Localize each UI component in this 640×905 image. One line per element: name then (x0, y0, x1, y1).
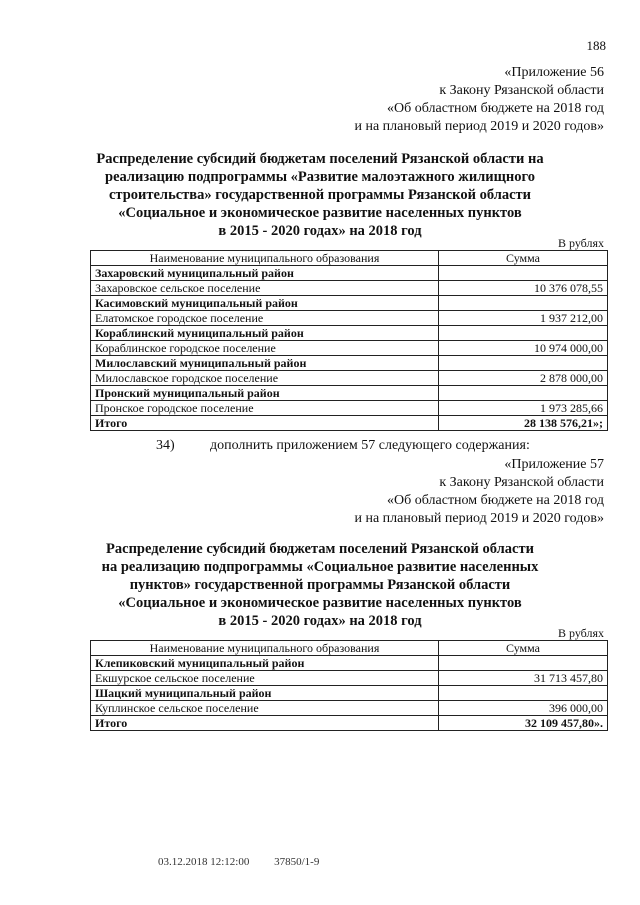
row-sum (439, 356, 608, 371)
table-row (91, 401, 608, 416)
table-row (91, 281, 608, 296)
row-sum (439, 266, 608, 281)
row-name: Куплинское сельское поселение (91, 701, 439, 716)
table-total-row (91, 416, 608, 431)
row-sum (439, 656, 608, 671)
row-name: Клепиковский муниципальный район (91, 656, 439, 671)
item-34-number: 34) (156, 438, 175, 453)
row-sum (439, 686, 608, 701)
row-name: Пронский муниципальный район (91, 386, 439, 401)
row-sum: 10 376 078,55 (439, 281, 608, 296)
table-row (91, 656, 608, 671)
row-name: Елатомское городское поселение (91, 311, 439, 326)
annex-56-unit: В рублях (557, 236, 604, 250)
row-name: Захаровское сельское поселение (91, 281, 439, 296)
footer-datetime: 03.12.2018 12:12:00 (158, 856, 250, 868)
row-sum (439, 386, 608, 401)
annex-57-heading (80, 540, 560, 630)
row-name: Пронское городское поселение (91, 401, 439, 416)
table-header-row (91, 251, 608, 266)
row-sum: 10 974 000,00 (439, 341, 608, 356)
heading-line: на реализацию подпрограммы «Социальное развитие населенных (101, 559, 539, 575)
table-row (91, 671, 608, 686)
heading-line: реализацию подпрограммы «Развитие малоэтажного жилищного (105, 169, 535, 185)
annex-56-heading (80, 150, 560, 240)
row-sum: 31 713 457,80 (439, 671, 608, 686)
table-row (91, 356, 608, 371)
heading-line: пунктов» государственной программы Рязанской области (129, 577, 511, 593)
annex-57-unit: В рублях (557, 626, 604, 640)
col-name-header: Наименование муниципального образования (91, 251, 439, 266)
heading-line: Распределение субсидий бюджетам поселений Рязанской области (106, 541, 534, 557)
row-sum: 396 000,00 (439, 701, 608, 716)
annex-57-table (90, 640, 608, 731)
row-name: Милославское городское поселение (91, 371, 439, 386)
table-row (91, 296, 608, 311)
total-sum: 28 138 576,21»; (439, 416, 608, 431)
col-sum-header: Сумма (439, 251, 608, 266)
annex-56-line: к Закону Рязанской области (439, 83, 604, 98)
row-name: Кораблинский муниципальный район (91, 326, 439, 341)
row-name: Захаровский муниципальный район (91, 266, 439, 281)
table-row (91, 686, 608, 701)
annex-57-line: «Приложение 57 (504, 457, 604, 472)
row-name: Милославский муниципальный район (91, 356, 439, 371)
table-row (91, 701, 608, 716)
row-sum: 2 878 000,00 (439, 371, 608, 386)
heading-line: в 2015 - 2020 годах» на 2018 год (218, 223, 422, 239)
row-name: Шацкий муниципальный район (91, 686, 439, 701)
annex-56-line: «Об областном бюджете на 2018 год (387, 101, 604, 116)
row-sum (439, 326, 608, 341)
col-name-header: Наименование муниципального образования (91, 641, 439, 656)
page-number: 188 (586, 38, 606, 53)
annex-56-line: «Приложение 56 (504, 65, 604, 80)
row-name: Касимовский муниципальный район (91, 296, 439, 311)
item-34 (156, 438, 530, 454)
table-row (91, 386, 608, 401)
annex-56-header (354, 64, 604, 136)
footer-code: 37850/1-9 (274, 856, 320, 868)
row-name: Екшурское сельское поселение (91, 671, 439, 686)
total-label: Итого (91, 416, 439, 431)
table-total-row (91, 716, 608, 731)
table-header-row (91, 641, 608, 656)
row-name: Кораблинское городское поселение (91, 341, 439, 356)
row-sum: 1 973 285,66 (439, 401, 608, 416)
annex-57-line: «Об областном бюджете на 2018 год (387, 493, 604, 508)
annex-56-table (90, 250, 608, 431)
col-sum-header: Сумма (439, 641, 608, 656)
item-34-text: дополнить приложением 57 следующего содержания: (210, 438, 530, 453)
table-row (91, 341, 608, 356)
annex-57-line: и на плановый период 2019 и 2020 годов» (354, 511, 604, 526)
total-sum: 32 109 457,80». (439, 716, 608, 731)
annex-57-header (354, 456, 604, 528)
heading-line: Распределение субсидий бюджетам поселений Рязанской области на (96, 151, 544, 167)
annex-57-line: к Закону Рязанской области (439, 475, 604, 490)
row-sum (439, 296, 608, 311)
heading-line: строительства» государственной программы Рязанской области (108, 187, 532, 203)
annex-56-line: и на плановый период 2019 и 2020 годов» (354, 119, 604, 134)
heading-line: в 2015 - 2020 годах» на 2018 год (218, 613, 422, 629)
table-row (91, 326, 608, 341)
table-row (91, 371, 608, 386)
total-label: Итого (91, 716, 439, 731)
table-row (91, 311, 608, 326)
table-row (91, 266, 608, 281)
heading-line: «Социальное и экономическое развитие населенных пунктов (118, 205, 522, 221)
heading-line: «Социальное и экономическое развитие населенных пунктов (118, 595, 522, 611)
footer (158, 856, 341, 868)
row-sum: 1 937 212,00 (439, 311, 608, 326)
